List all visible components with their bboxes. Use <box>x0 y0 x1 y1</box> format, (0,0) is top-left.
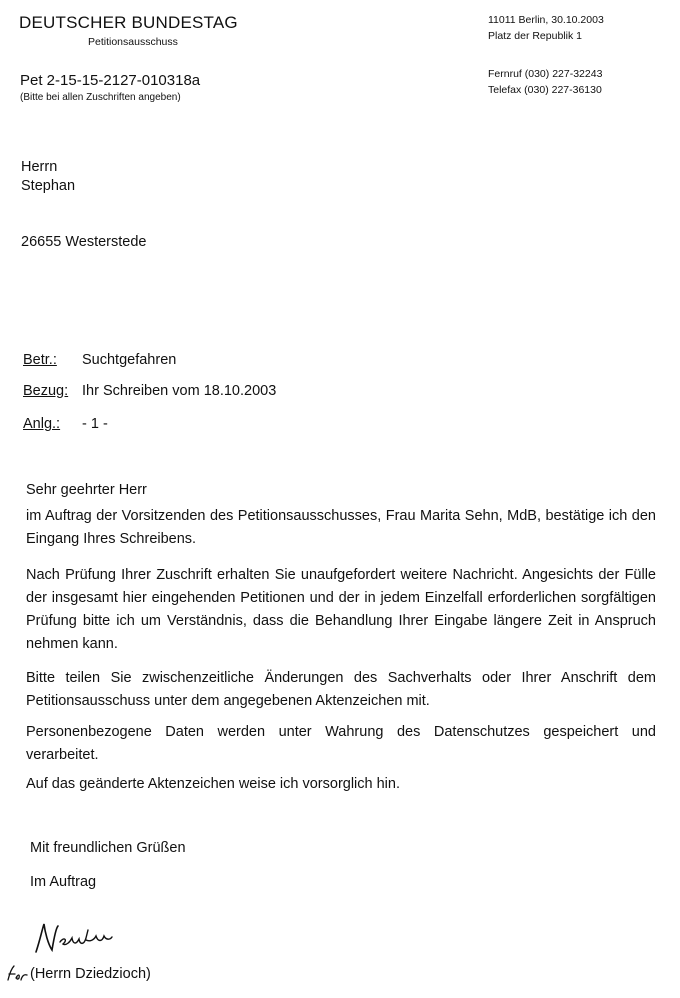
paragraph-1: im Auftrag der Vorsitzenden des Petitionsausschusses, Frau Marita Sehn, MdB, bestätige ich den Eingang Ihres Schreibens. <box>26 508 656 547</box>
paragraph-4: Personenbezogene Daten werden unter Wahrung des Datenschutzes gespeichert und verarbeitet. <box>26 724 656 763</box>
subject-label: Betr.: <box>23 352 57 368</box>
reference-number: Pet 2-15-15-2127-010318a <box>20 72 201 89</box>
signer-name: (Herrn Dziedzioch) <box>30 966 151 982</box>
closing-regards: Mit freundlichen Grüßen <box>30 840 186 856</box>
phone-number: Fernruf (030) 227-32243 <box>488 68 603 80</box>
handwritten-signature <box>30 918 150 960</box>
recipient-salutation: Herrn <box>21 159 58 175</box>
paragraph-3: Bitte teilen Sie zwischenzeitliche Änderungen des Sachverhalts oder Ihrer Anschrift dem Petitionsausschuss unter dem angegebenen Aktenzeichen mit. <box>26 670 656 709</box>
subject-value: Suchtgefahren <box>82 352 177 368</box>
fax-number: Telefax (030) 227-36130 <box>488 84 602 96</box>
reference-label: Bezug: <box>23 383 69 399</box>
closing-on-behalf: Im Auftrag <box>30 874 97 890</box>
greeting: Sehr geehrter Herr <box>26 482 147 498</box>
recipient-city: 26655 Westerstede <box>21 234 147 250</box>
organization-name: DEUTSCHER BUNDESTAG <box>19 13 238 32</box>
reference-note: (Bitte bei allen Zuschriften angeben) <box>20 92 181 103</box>
department-name: Petitionsausschuss <box>88 36 178 48</box>
recipient-name: Stephan <box>21 178 76 194</box>
city-date: 11011 Berlin, 30.10.2003 <box>488 14 604 26</box>
reference-value: Ihr Schreiben vom 18.10.2003 <box>82 383 277 399</box>
attachment-label: Anlg.: <box>23 416 61 432</box>
paragraph-5: Auf das geänderte Aktenzeichen weise ich vorsorglich hin. <box>26 776 400 792</box>
for-mark-handwriting <box>6 962 30 986</box>
street-address: Platz der Republik 1 <box>488 30 582 42</box>
paragraph-2: Nach Prüfung Ihrer Zuschrift erhalten Sie unaufgefordert weitere Nachricht. Angesichts der Fülle der insgesamt hier eingehenden Petitionen und der in jedem Einzelfall erforderlichen sorgfältigen Prüfung bitte ich um Verständnis, dass die Behandlung Ihrer Eingabe längere Zeit in Anspruch nehmen kann. <box>26 567 656 652</box>
attachment-value: - 1 - <box>82 416 108 432</box>
